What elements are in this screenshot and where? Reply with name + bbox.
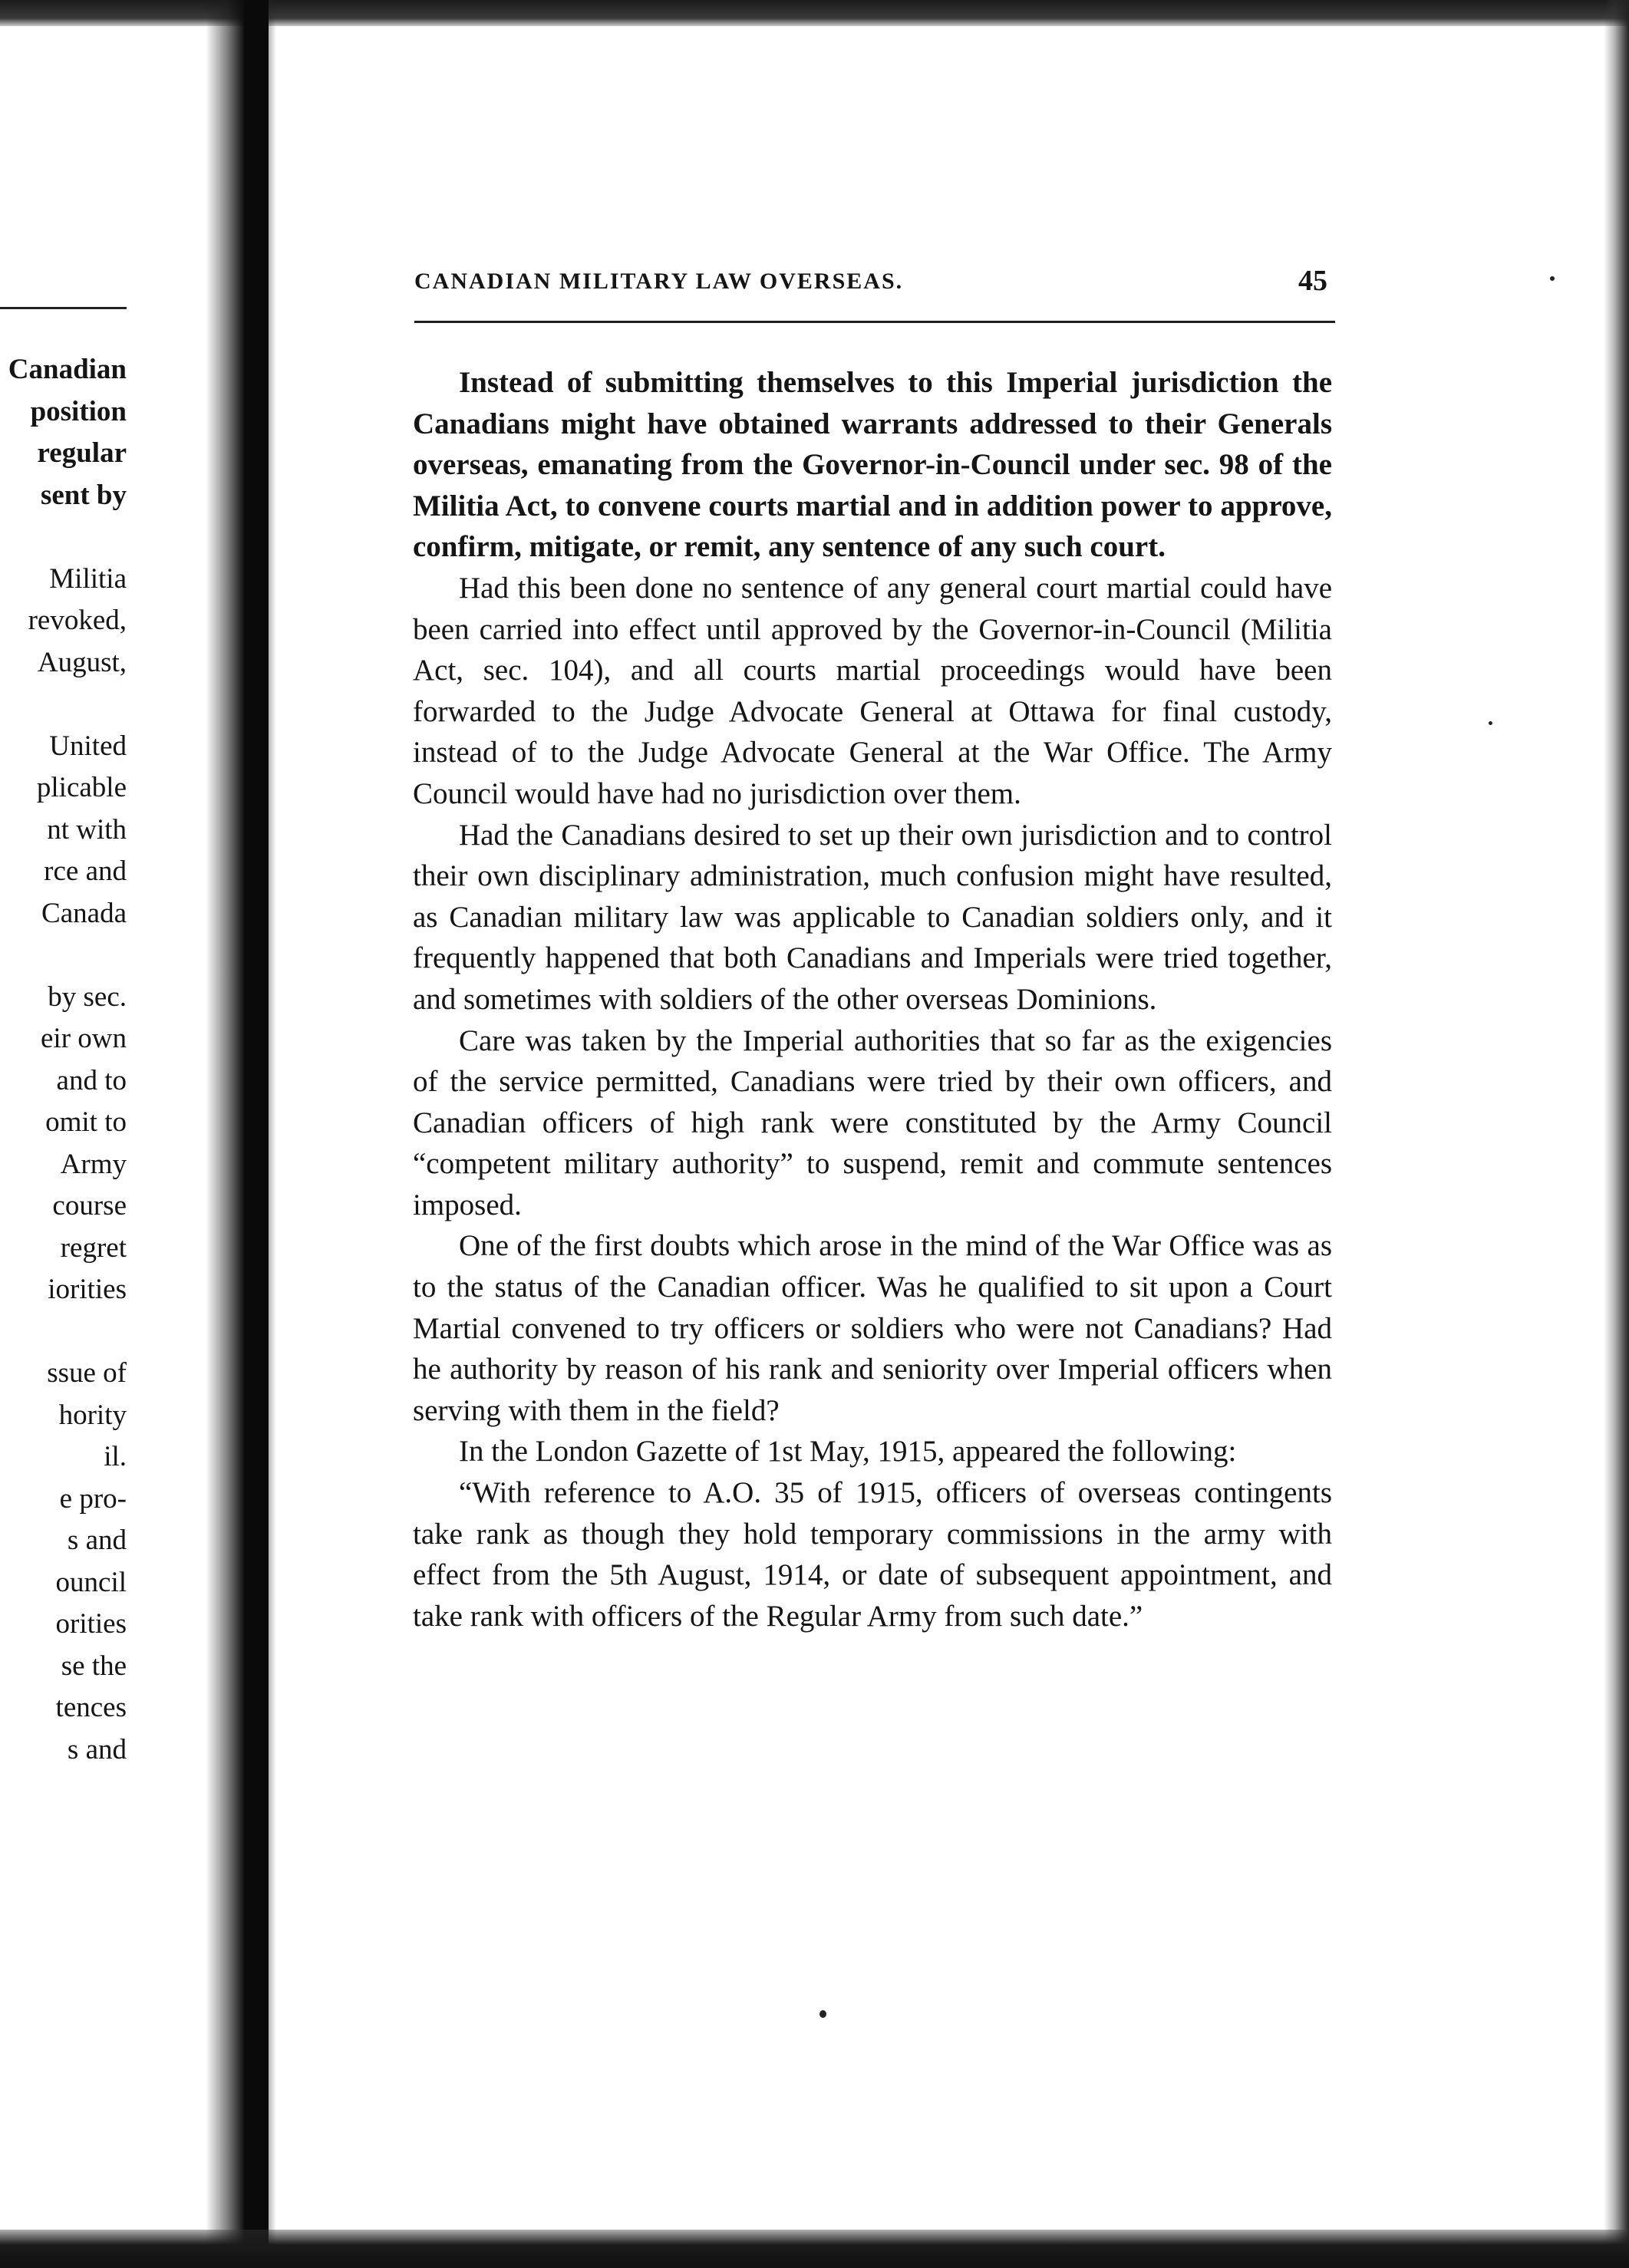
previous-page-line: s and (67, 1525, 127, 1556)
previous-page-line: ouncil (55, 1566, 127, 1598)
previous-page-line: position (30, 395, 127, 427)
paragraph: Care was taken by the Imperial authorities that so far as the exigencies of the service permitted, Canadians were tried by their own officers, and Canadian officers of high rank were constituted by the Army Council “competent military authority” to suspend, remit and commute sentences imposed. (413, 1024, 1332, 1221)
page-right-edge (1604, 0, 1629, 2268)
previous-page-line: rce and (44, 855, 127, 887)
previous-page-line: tences (55, 1692, 127, 1723)
paragraph: Had the Canadians desired to set up their own jurisdiction and to control their own disciplinary administration, much confusion might have resulted, as Canadian military law was applicable to Canadian soldiers only, and it frequently happened that both Canadians and Imperials were tried together, and sometimes with soldiers of the other overseas Dominions. (413, 818, 1332, 1016)
previous-page-line: e pro- (59, 1482, 127, 1515)
body-text (413, 362, 1332, 1637)
previous-page-line: revoked, (28, 605, 127, 636)
previous-page-line: regular (37, 437, 127, 469)
previous-page-line: Militia (49, 562, 127, 595)
previous-page-line: il. (104, 1441, 127, 1472)
scan-speck (819, 2010, 826, 2018)
previous-page-line: Canadian (8, 354, 127, 385)
running-title: CANADIAN MILITARY LAW OVERSEAS. (414, 269, 904, 294)
previous-page-line: ssue of (47, 1357, 127, 1389)
previous-page-line: United (49, 730, 127, 762)
paragraph: One of the first doubts which arose in the mind of the War Office was as to the status of the Canadian officer. Was he qualified to sit upon a Court Martial convened to try officers or soldiers who were not Canadians? Had he authority by reason of his rank and seniority over Imperial officers when serving with them in the field? (413, 1229, 1332, 1427)
previous-page-line: nt with (47, 813, 127, 846)
header-rule (414, 321, 1335, 323)
previous-page-line: s and (67, 1733, 127, 1765)
previous-page-line: sent by (40, 479, 127, 511)
previous-page-line: hority (58, 1399, 127, 1431)
previous-page-fragment (0, 0, 230, 2268)
previous-page-line: se the (61, 1650, 127, 1682)
paragraph: Had this been done no sentence of any general court martial could have been carried into effect until approved by the Governor-in-Council (Militia Act, sec. 104), and all courts martial proceedings would have been forwarded to the Judge Advocate General at Ottawa for final custody, instead of to the Judge Advocate General at the War Office. The Army Council would have had no jurisdiction over them. (413, 571, 1332, 810)
previous-page-line: August, (37, 646, 127, 678)
previous-page-rule (0, 307, 127, 309)
previous-page-line: omit to (45, 1106, 127, 1138)
previous-page-line: eir own (41, 1023, 127, 1054)
previous-page-line: regret (60, 1231, 127, 1264)
scan-bottom-border (0, 2230, 1629, 2268)
quoted-paragraph: “With reference to A.O. 35 of 1915, officers of overseas contingents take rank as though they hold temporary commissions in the army with effect from the 5th August, 1914, or date of subsequent appointment, and take rank with officers of the Regular Army from such date.” (413, 1476, 1332, 1633)
paragraph: Instead of submitting themselves to this Imperial jurisdiction the Canadians might have obtained warrants addressed to their Generals overseas, emanating from the Governor-in-Council under sec. 98 of the Militia Act, to convene courts martial and in addition power to approve, confirm, mitigate, or remit, any sentence of any such court. (413, 366, 1332, 564)
page-number: 45 (1298, 265, 1327, 297)
previous-page-line: Canada (41, 897, 127, 929)
binding-gutter (244, 0, 269, 2268)
previous-page-line: plicable (36, 772, 127, 803)
previous-page-line: by sec. (48, 981, 127, 1013)
paragraph: In the London Gazette of 1st May, 1915, appeared the following: (459, 1435, 1237, 1469)
previous-page-line: course (52, 1190, 127, 1221)
scan-speck (1550, 276, 1555, 281)
previous-page-line: and to (56, 1064, 127, 1096)
scan-speck (1489, 721, 1492, 725)
previous-page-line: iorities (48, 1274, 127, 1305)
previous-page-line: Army (60, 1148, 127, 1180)
previous-page-line: orities (55, 1608, 127, 1640)
